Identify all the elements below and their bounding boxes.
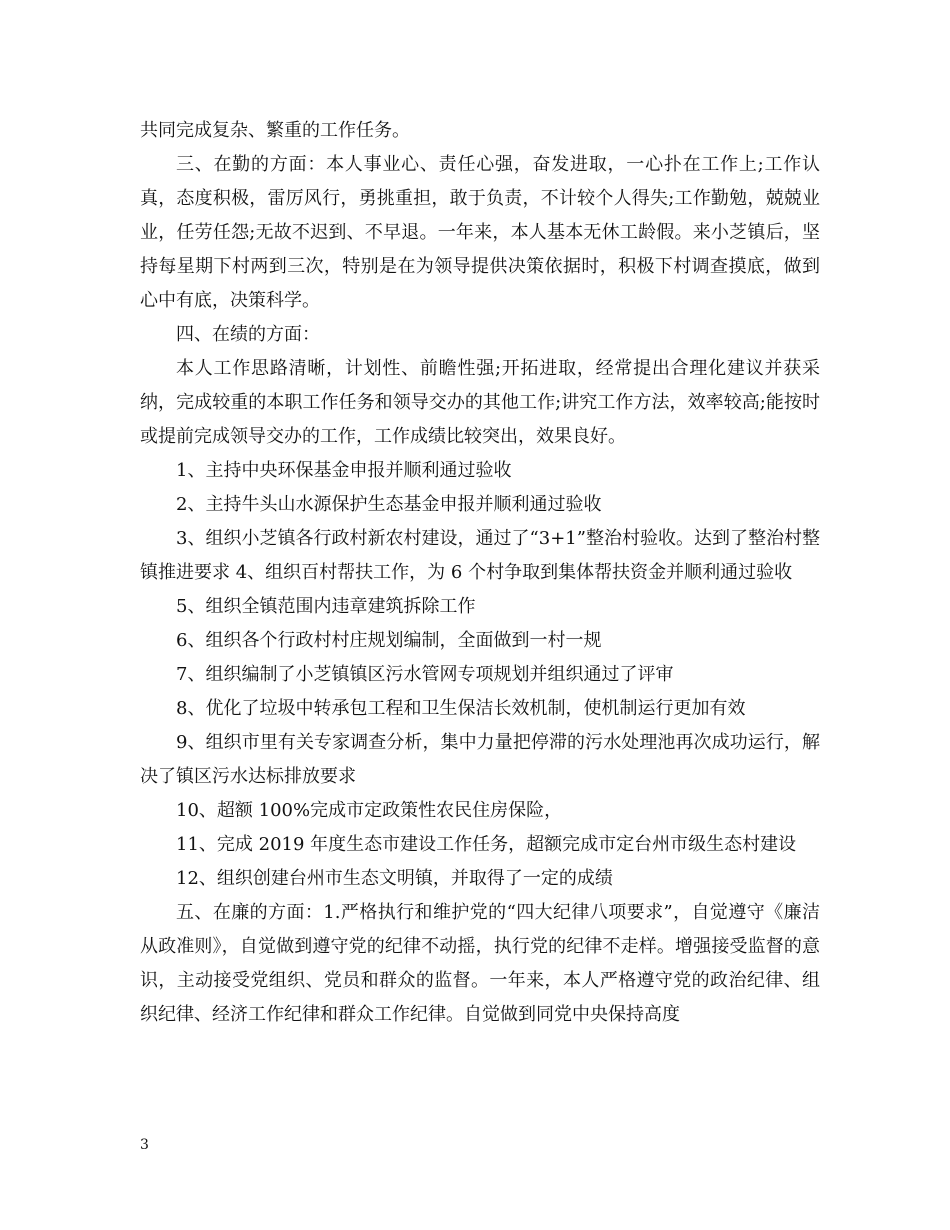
paragraph-achievements: 本人工作思路清晰，计划性、前瞻性强;开拓进取，经常提出合理化建议并获采纳，完成较重的本职工作任务和领导交办的其他工作;讲究工作方法，效率较高;能按时或提前完成领导交办的工作，工作成绩比较突出，效果良好。 — [140, 358, 820, 447]
list-item: 9、组织市里有关专家调查分析，集中力量把停滞的污水处理池再次成功运行，解决了镇区污水达标排放要求 — [140, 732, 820, 787]
page-number: 3 — [140, 1137, 149, 1153]
list-item: 7、组织编制了小芝镇镇区污水管网专项规划并组织通过了评审 — [176, 664, 674, 685]
list-item: 5、组织全镇范围内违章建筑拆除工作 — [176, 596, 476, 617]
list-item: 3、组织小芝镇各行政村新农村建设，通过了“3+1”整治村验收。达到了整治村整镇推进要求 4、组织百村帮扶工作，为 6 个村争取到集体帮扶资金并顺利通过验收 — [140, 528, 820, 583]
list-item: 2、主持牛头山水源保护生态基金申报并顺利通过验收 — [176, 494, 602, 515]
body-text — [140, 114, 820, 1032]
list-item: 12、组织创建台州市生态文明镇，并取得了一定的成绩 — [176, 868, 613, 889]
list-item: 1、主持中央环保基金申报并顺利通过验收 — [176, 460, 512, 481]
heading-achievements: 四、在绩的方面： — [176, 324, 320, 345]
paragraph-diligence: 三、在勤的方面：本人事业心、责任心强，奋发进取，一心扑在工作上;工作认真，态度积极，雷厉风行，勇挑重担，敢于负责，不计较个人得失;工作勤勉，兢兢业业，任劳任怨;无故不迟到、不早退。一年来，本人基本无休工龄假。来小芝镇后，坚持每星期下村两到三次，特别是在为领导提供决策依据时，积极下村调查摸底，做到心中有底，决策科学。 — [140, 154, 820, 311]
paragraph-continuation: 共同完成复杂、繁重的工作任务。 — [140, 120, 410, 141]
list-item: 6、组织各个行政村村庄规划编制，全面做到一村一规 — [176, 630, 602, 651]
paragraph-integrity: 五、在廉的方面：1.严格执行和维护党的“四大纪律八项要求”，自觉遵守《廉洁从政准则》，自觉做到遵守党的纪律不动摇，执行党的纪律不走样。增强接受监督的意识，主动接受党组织、党员和群众的监督。一年来，本人严格遵守党的政治纪律、组织纪律、经济工作纪律和群众工作纪律。自觉做到同党中央保持高度 — [140, 902, 820, 1025]
list-item: 8、优化了垃圾中转承包工程和卫生保洁长效机制，使机制运行更加有效 — [176, 698, 746, 719]
list-item: 11、完成 2019 年度生态市建设工作任务，超额完成市定台州市级生态村建设 — [176, 834, 797, 855]
list-item: 10、超额 100%完成市定政策性农民住房保险， — [176, 800, 563, 821]
